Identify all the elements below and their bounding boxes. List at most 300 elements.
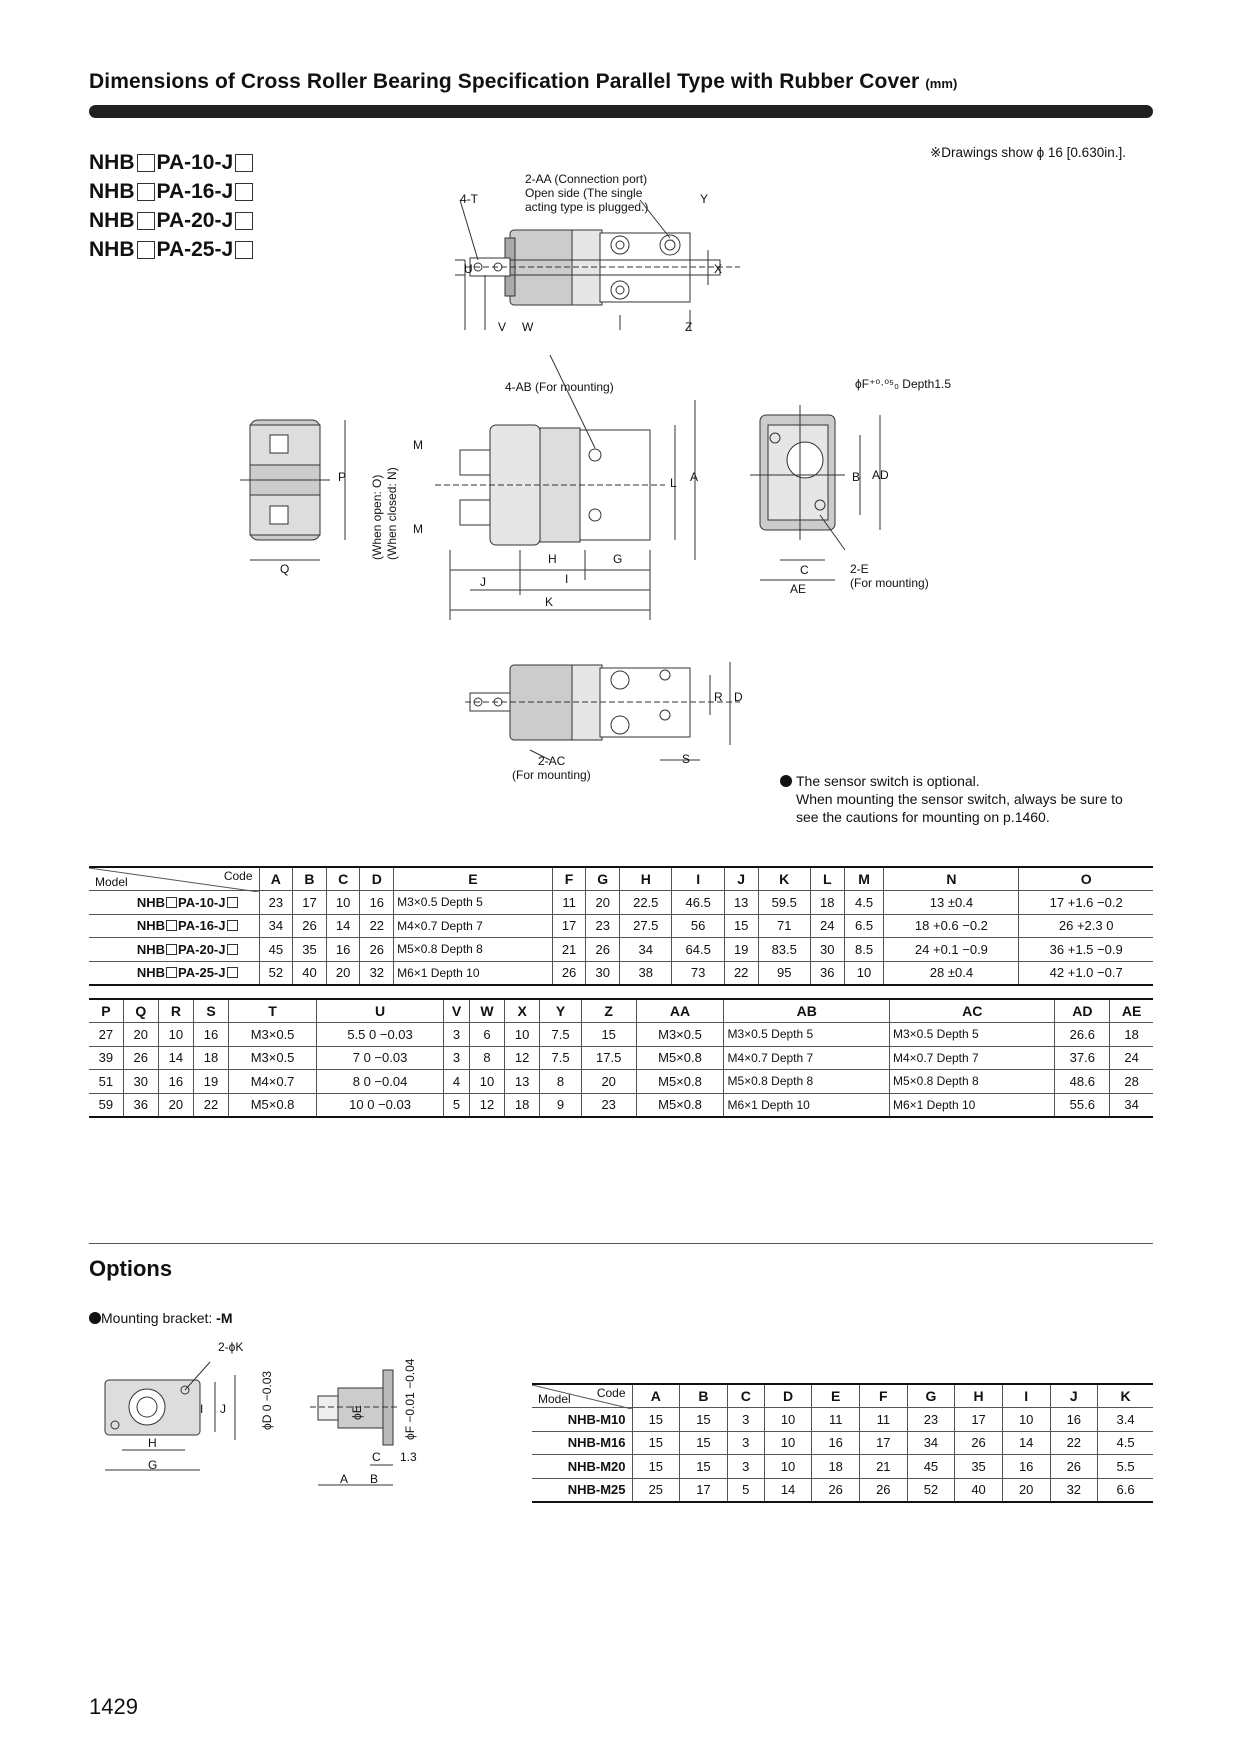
table-row <box>532 1478 1153 1502</box>
col-header: K <box>758 867 810 891</box>
table-cell: 14 <box>764 1478 812 1502</box>
table-cell: 21 <box>552 938 586 962</box>
table-cell: 3 <box>727 1455 764 1479</box>
table-cell: 7.5 <box>540 1046 582 1070</box>
table-cell: M3×0.5 <box>636 1023 724 1047</box>
table-cell: 10 <box>326 891 360 915</box>
bullet-icon <box>89 1312 101 1324</box>
table-cell: 28 ±0.4 <box>884 961 1019 985</box>
table-cell: 22 <box>193 1093 228 1117</box>
label-e-mount: 2-E <box>850 562 869 576</box>
label-d: D <box>734 690 743 704</box>
col-header: Y <box>540 999 582 1023</box>
table-cell: 34 <box>259 914 293 938</box>
table-cell: M5×0.8 <box>229 1093 317 1117</box>
table-cell: 26 <box>123 1046 158 1070</box>
table-cell: 46.5 <box>672 891 724 915</box>
table-row <box>89 938 1153 962</box>
col-header: AB <box>724 999 890 1023</box>
col-header: F <box>552 867 586 891</box>
bracket-label: Mounting bracket: -M <box>89 1310 233 1326</box>
table-cell: 10 0 −0.03 <box>317 1093 444 1117</box>
table-cell: 15 <box>632 1408 680 1432</box>
label-i: I <box>200 1402 204 1416</box>
table-cell: 25 <box>632 1478 680 1502</box>
table-cell: 12 <box>469 1093 504 1117</box>
table-cell: 56 <box>672 914 724 938</box>
table-cell: 39 <box>89 1046 123 1070</box>
table-cell: 30 <box>810 938 844 962</box>
label-phi-e: ϕE <box>350 1405 364 1420</box>
table-cell: 36 <box>810 961 844 985</box>
table-cell: M5×0.8 <box>636 1046 724 1070</box>
col-header: J <box>724 867 758 891</box>
label-open-side: acting type is plugged.) <box>525 200 649 214</box>
table-cell: M4×0.7 Depth 7 <box>724 1046 890 1070</box>
table-cell: 52 <box>907 1478 955 1502</box>
table-cell: 15 <box>632 1431 680 1455</box>
table-cell: 95 <box>758 961 810 985</box>
table-cell: 20 <box>326 961 360 985</box>
col-header: G <box>907 1384 955 1408</box>
table-cell: 24 +0.1 −0.9 <box>884 938 1019 962</box>
table-cell: 15 <box>632 1455 680 1479</box>
label-h: H <box>548 552 557 566</box>
table-cell: 7.5 <box>540 1023 582 1047</box>
table-cell: 26 <box>586 938 620 962</box>
label-y: Y <box>700 192 709 206</box>
label-s: S <box>682 752 691 766</box>
label-phi-f: ϕF⁺⁰·⁰⁵₀ Depth1.5 <box>855 377 951 391</box>
col-header: C <box>727 1384 764 1408</box>
col-header: X <box>505 999 540 1023</box>
label-g: G <box>148 1458 158 1472</box>
table-cell: 6 <box>469 1023 504 1047</box>
drawing-note: ※Drawings show ϕ 16 [0.630in.]. <box>930 145 1126 160</box>
table-cell: M6×1 Depth 10 <box>394 961 553 985</box>
col-header: P <box>89 999 123 1023</box>
table-cell: 40 <box>955 1478 1003 1502</box>
model-line: NHB PA-16-J <box>89 177 255 206</box>
table-cell: 11 <box>812 1408 860 1432</box>
table-cell: 71 <box>758 914 810 938</box>
table-cell: 6.6 <box>1098 1478 1153 1502</box>
table-cell: 8.5 <box>844 938 884 962</box>
table-cell: 12 <box>505 1046 540 1070</box>
col-header: N <box>884 867 1019 891</box>
table-cell: 24 <box>810 914 844 938</box>
table-cell: 26 <box>552 961 586 985</box>
label-x: X <box>714 262 723 276</box>
col-header: W <box>469 999 504 1023</box>
table-row <box>532 1431 1153 1455</box>
table-cell: 23 <box>586 914 620 938</box>
table-cell: 26 <box>360 938 394 962</box>
table-cell: M3×0.5 <box>229 1023 317 1047</box>
table-cell: 18 <box>1110 1023 1153 1047</box>
col-header: G <box>586 867 620 891</box>
col-header: A <box>259 867 293 891</box>
col-header: E <box>394 867 553 891</box>
model-line: NHB PA-25-J <box>89 235 255 264</box>
label-j: J <box>480 575 486 589</box>
table-cell: M6×1 Depth 10 <box>724 1093 890 1117</box>
table-cell: M3×0.5 Depth 5 <box>724 1023 890 1047</box>
title-divider <box>89 105 1153 118</box>
table-cell: 4 <box>444 1070 470 1094</box>
col-header: S <box>193 999 228 1023</box>
label-w: W <box>522 320 534 334</box>
table-cell: 37.6 <box>1055 1046 1110 1070</box>
table-cell: 20 <box>158 1093 193 1117</box>
label-q: Q <box>280 562 290 576</box>
table-cell: M5×0.8 <box>636 1093 724 1117</box>
col-header: E <box>812 1384 860 1408</box>
table-cell: 27 <box>89 1023 123 1047</box>
label-c: C <box>372 1450 381 1464</box>
table-cell: 16 <box>812 1431 860 1455</box>
table-cell: 11 <box>552 891 586 915</box>
table-cell: 48.6 <box>1055 1070 1110 1094</box>
table-cell: 17 <box>860 1431 908 1455</box>
col-header: B <box>293 867 327 891</box>
table-cell: M5×0.8 <box>636 1070 724 1094</box>
model-cell: NHB-M16 <box>532 1431 632 1455</box>
table-cell: 32 <box>1050 1478 1098 1502</box>
dimension-table-2 <box>89 998 1153 1118</box>
table-cell: 64.5 <box>672 938 724 962</box>
table-cell: 3 <box>444 1046 470 1070</box>
table-cell: 16 <box>158 1070 193 1094</box>
drawing-lines <box>220 170 1150 810</box>
label-h: H <box>148 1436 157 1450</box>
table-cell: 45 <box>907 1455 955 1479</box>
table-cell: 35 <box>955 1455 1003 1479</box>
col-header: AC <box>889 999 1055 1023</box>
label-a: A <box>690 470 699 484</box>
table-cell: 16 <box>193 1023 228 1047</box>
table-row <box>89 1046 1153 1070</box>
col-header: AA <box>636 999 724 1023</box>
model-cell: NHB-M25 <box>532 1478 632 1502</box>
label-2k: 2-ϕK <box>218 1340 244 1354</box>
table-cell: 18 <box>812 1455 860 1479</box>
table-cell: 21 <box>860 1455 908 1479</box>
model-cell: NHB-M10 <box>532 1408 632 1432</box>
table-cell: 26 <box>955 1431 1003 1455</box>
col-header: D <box>764 1384 812 1408</box>
table-cell: 51 <box>89 1070 123 1094</box>
table-row <box>89 961 1153 985</box>
model-cell: NHB-M20 <box>532 1455 632 1479</box>
col-header: I <box>672 867 724 891</box>
table-cell: 30 <box>586 961 620 985</box>
col-header: AE <box>1110 999 1153 1023</box>
technical-drawings <box>220 170 1150 810</box>
col-header: C <box>326 867 360 891</box>
table-cell: 5.5 0 −0.03 <box>317 1023 444 1047</box>
model-cell: NHB PA-25-J <box>89 961 259 985</box>
label-4t: 4-T <box>460 192 478 206</box>
table-cell: 9 <box>540 1093 582 1117</box>
section-divider <box>89 1243 1153 1244</box>
table-cell: 34 <box>907 1431 955 1455</box>
table-cell: 26 <box>1050 1455 1098 1479</box>
table-cell: M4×0.7 Depth 7 <box>394 914 553 938</box>
table-cell: 24 <box>1110 1046 1153 1070</box>
label-conn-port: 2-AA (Connection port) <box>525 172 648 186</box>
table-cell: 19 <box>724 938 758 962</box>
table-corner: Code Model <box>532 1384 632 1408</box>
model-line: NHB PA-10-J <box>89 148 255 177</box>
table-cell: 30 <box>123 1070 158 1094</box>
col-header: L <box>810 867 844 891</box>
bracket-drawing <box>100 1340 500 1505</box>
label-ae: AE <box>790 582 807 596</box>
table-corner: Code Model <box>89 867 259 891</box>
table-cell: M5×0.8 Depth 8 <box>889 1070 1055 1094</box>
label-a: A <box>340 1472 349 1486</box>
table-cell: 13 <box>505 1070 540 1094</box>
table-cell: 5 <box>444 1093 470 1117</box>
table-cell: 13 ±0.4 <box>884 891 1019 915</box>
label-open-close: (When open: O) <box>370 474 384 560</box>
col-header: M <box>844 867 884 891</box>
model-cell: NHB PA-20-J <box>89 938 259 962</box>
table-cell: 15 <box>680 1408 728 1432</box>
table-cell: 3 <box>727 1408 764 1432</box>
table-cell: M5×0.8 Depth 8 <box>394 938 553 962</box>
table-cell: 8 <box>540 1070 582 1094</box>
table-cell: 23 <box>907 1408 955 1432</box>
table-cell: 34 <box>620 938 672 962</box>
table-cell: 17 <box>680 1478 728 1502</box>
label-m: M <box>413 438 423 452</box>
table-cell: 35 <box>293 938 327 962</box>
table-cell: 14 <box>326 914 360 938</box>
table-cell: 6.5 <box>844 914 884 938</box>
table-cell: 10 <box>469 1070 504 1094</box>
table-cell: 10 <box>844 961 884 985</box>
table-cell: 73 <box>672 961 724 985</box>
label-i: I <box>565 572 569 586</box>
col-header: K <box>1098 1384 1153 1408</box>
table-cell: 10 <box>158 1023 193 1047</box>
table-cell: 55.6 <box>1055 1093 1110 1117</box>
table-row <box>89 891 1153 915</box>
table-cell: 17 <box>293 891 327 915</box>
table-cell: 26 <box>293 914 327 938</box>
label-e-mount: (For mounting) <box>850 576 929 590</box>
table-cell: 14 <box>1002 1431 1050 1455</box>
table-cell: 16 <box>326 938 360 962</box>
col-header: V <box>444 999 470 1023</box>
table-cell: 26 <box>812 1478 860 1502</box>
table-cell: 17 <box>955 1408 1003 1432</box>
table-cell: M3×0.5 <box>229 1046 317 1070</box>
table-cell: 10 <box>764 1455 812 1479</box>
table-cell: 52 <box>259 961 293 985</box>
label-z: Z <box>685 320 693 334</box>
col-header: J <box>1050 1384 1098 1408</box>
table-cell: 32 <box>360 961 394 985</box>
table-cell: 16 <box>1002 1455 1050 1479</box>
table-cell: 20 <box>581 1070 636 1094</box>
col-header: T <box>229 999 317 1023</box>
label-j: J <box>220 1402 226 1416</box>
label-open-close: (When closed: N) <box>385 467 399 560</box>
table-cell: 45 <box>259 938 293 962</box>
table-cell: 14 <box>158 1046 193 1070</box>
table-cell: 16 <box>1050 1408 1098 1432</box>
sensor-note: The sensor switch is optional. When mounting the sensor switch, always be sure to see the cautions for mounting on p.1460. <box>780 772 1123 826</box>
table-cell: 15 <box>581 1023 636 1047</box>
table-cell: 83.5 <box>758 938 810 962</box>
table-cell: 11 <box>860 1408 908 1432</box>
table-cell: 27.5 <box>620 914 672 938</box>
table-cell: 16 <box>360 891 394 915</box>
table-cell: M3×0.5 Depth 5 <box>394 891 553 915</box>
table-cell: 18 <box>505 1093 540 1117</box>
table-cell: 3.4 <box>1098 1408 1153 1432</box>
table-row <box>89 1070 1153 1094</box>
label-b: B <box>852 470 861 484</box>
page-title: Dimensions of Cross Roller Bearing Specification Parallel Type with Rubber Cover (mm) <box>89 70 958 93</box>
label-phi-d: ϕD 0 −0.03 <box>260 1370 274 1430</box>
table-cell: 22 <box>1050 1431 1098 1455</box>
label-r: R <box>714 690 723 704</box>
table-cell: M6×1 Depth 10 <box>889 1093 1055 1117</box>
label-k: K <box>545 595 554 609</box>
label-b: B <box>370 1472 379 1486</box>
col-header: A <box>632 1384 680 1408</box>
table-row <box>89 914 1153 938</box>
table-cell: 23 <box>259 891 293 915</box>
table-cell: 20 <box>1002 1478 1050 1502</box>
label-open-side: Open side (The single <box>525 186 643 200</box>
table-cell: 17 <box>552 914 586 938</box>
table-cell: 4.5 <box>1098 1431 1153 1455</box>
table-cell: 20 <box>123 1023 158 1047</box>
table-cell: 5 <box>727 1478 764 1502</box>
table-cell: 22 <box>360 914 394 938</box>
label-l: L <box>670 476 677 490</box>
model-cell: NHB PA-16-J <box>89 914 259 938</box>
table-cell: 19 <box>193 1070 228 1094</box>
table-cell: 36 <box>123 1093 158 1117</box>
table-cell: 10 <box>1002 1408 1050 1432</box>
table-cell: 42 +1.0 −0.7 <box>1019 961 1153 985</box>
label-g: G <box>613 552 623 566</box>
table-row <box>532 1455 1153 1479</box>
table-cell: 20 <box>586 891 620 915</box>
table-cell: 26 <box>860 1478 908 1502</box>
col-header: U <box>317 999 444 1023</box>
col-header: Z <box>581 999 636 1023</box>
table-cell: 22.5 <box>620 891 672 915</box>
col-header: R <box>158 999 193 1023</box>
table-cell: 59.5 <box>758 891 810 915</box>
label-phi-f: ϕF −0.01 −0.04 <box>403 1358 417 1440</box>
table-cell: 28 <box>1110 1070 1153 1094</box>
col-header: O <box>1019 867 1153 891</box>
col-header: B <box>680 1384 728 1408</box>
table-cell: 18 +0.6 −0.2 <box>884 914 1019 938</box>
table-cell: 18 <box>810 891 844 915</box>
table-cell: 15 <box>724 914 758 938</box>
table-cell: 10 <box>505 1023 540 1047</box>
bullet-icon <box>780 775 792 787</box>
table-cell: 3 <box>444 1023 470 1047</box>
table-cell: 36 +1.5 −0.9 <box>1019 938 1153 962</box>
model-cell: NHB PA-10-J <box>89 891 259 915</box>
label-p: P <box>338 470 347 484</box>
table-cell: 3 <box>727 1431 764 1455</box>
col-header: D <box>360 867 394 891</box>
bracket-table <box>532 1383 1153 1503</box>
table-cell: 17.5 <box>581 1046 636 1070</box>
table-cell: 15 <box>680 1455 728 1479</box>
col-header: H <box>955 1384 1003 1408</box>
model-line: NHB PA-20-J <box>89 206 255 235</box>
table-row <box>89 1023 1153 1047</box>
page-number: 1429 <box>89 1694 138 1719</box>
table-cell: M3×0.5 Depth 5 <box>889 1023 1055 1047</box>
col-header: F <box>860 1384 908 1408</box>
table-cell: 26.6 <box>1055 1023 1110 1047</box>
table-cell: 23 <box>581 1093 636 1117</box>
table-cell: 10 <box>764 1408 812 1432</box>
table-cell: 34 <box>1110 1093 1153 1117</box>
dimension-table-1 <box>89 866 1153 986</box>
table-cell: 38 <box>620 961 672 985</box>
table-cell: 40 <box>293 961 327 985</box>
table-cell: 13 <box>724 891 758 915</box>
table-cell: 8 <box>469 1046 504 1070</box>
table-cell: 4.5 <box>844 891 884 915</box>
table-cell: 15 <box>680 1431 728 1455</box>
label-ac-mount: 2-AC <box>538 754 566 768</box>
table-cell: 26 +2.3 0 <box>1019 914 1153 938</box>
table-cell: 17 +1.6 −0.2 <box>1019 891 1153 915</box>
table-cell: M4×0.7 Depth 7 <box>889 1046 1055 1070</box>
bracket-lines <box>100 1340 500 1500</box>
label-u: U <box>464 262 473 276</box>
options-title: Options <box>89 1256 173 1281</box>
table-cell: 18 <box>193 1046 228 1070</box>
table-row <box>532 1408 1153 1432</box>
table-cell: M5×0.8 Depth 8 <box>724 1070 890 1094</box>
table-cell: 5.5 <box>1098 1455 1153 1479</box>
table-row <box>89 1093 1153 1117</box>
table-cell: M4×0.7 <box>229 1070 317 1094</box>
label-v: V <box>498 320 507 334</box>
label-ab-mount: 4-AB (For mounting) <box>505 380 614 394</box>
col-header: Q <box>123 999 158 1023</box>
table-cell: 8 0 −0.04 <box>317 1070 444 1094</box>
label-ad: AD <box>872 468 889 482</box>
col-header: I <box>1002 1384 1050 1408</box>
label-13: 1.3 <box>400 1450 417 1464</box>
table-cell: 7 0 −0.03 <box>317 1046 444 1070</box>
table-cell: 59 <box>89 1093 123 1117</box>
col-header: H <box>620 867 672 891</box>
label-m: M <box>413 522 423 536</box>
label-ac-mount: (For mounting) <box>512 768 591 782</box>
table-cell: 10 <box>764 1431 812 1455</box>
col-header: AD <box>1055 999 1110 1023</box>
label-c: C <box>800 563 809 577</box>
